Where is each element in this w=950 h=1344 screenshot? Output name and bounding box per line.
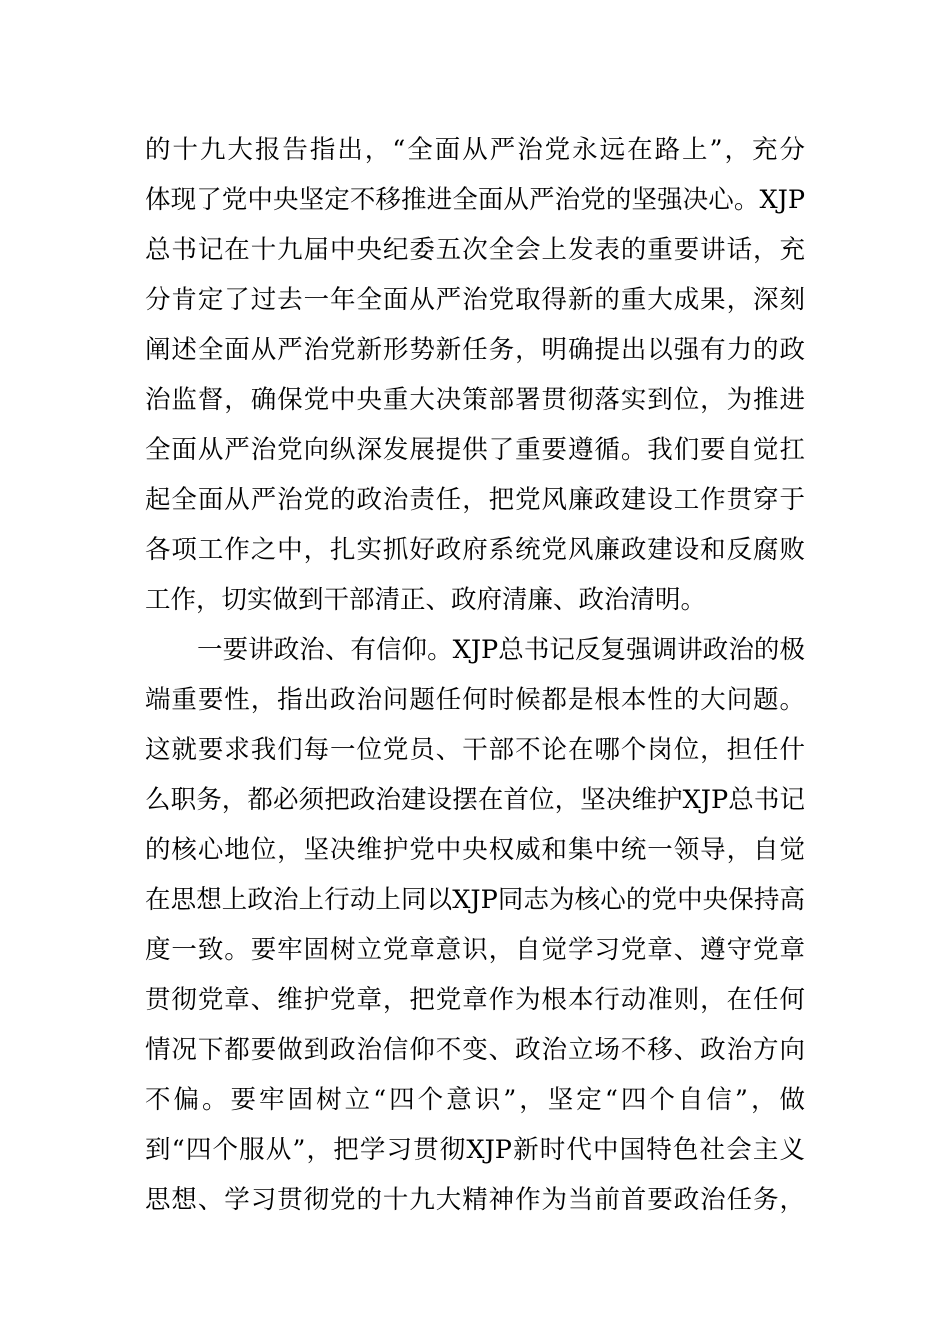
- text-line: 在思想上政治上行动上同以XJP同志为核心的党中央保持高: [145, 885, 805, 915]
- text-line: 情况下都要做到政治信仰不变、政治立场不移、政治方向: [145, 1035, 805, 1065]
- text-line: 贯彻党章、维护党章，把党章作为根本行动准则，在任何: [145, 985, 805, 1015]
- text-line: 治监督，确保党中央重大决策部署贯彻落实到位，为推进: [145, 385, 805, 415]
- text-line: 思想、学习贯彻党的十九大精神作为当前首要政治任务，: [145, 1185, 805, 1215]
- text-line: 么职务，都必须把政治建设摆在首位，坚决维护XJP总书记: [145, 785, 805, 815]
- text-line: 各项工作之中，扎实抓好政府系统党风廉政建设和反腐败: [145, 535, 805, 565]
- text-line: 度一致。要牢固树立党章意识，自觉学习党章、遵守党章: [145, 935, 805, 965]
- text-line: 的核心地位，坚决维护党中央权威和集中统一领导，自觉: [145, 835, 805, 865]
- text-line: 分肯定了过去一年全面从严治党取得新的重大成果，深刻: [145, 285, 805, 315]
- paragraph-first-line: 一要讲政治、有信仰。XJP总书记反复强调讲政治的极: [197, 635, 805, 665]
- text-line: 不偏。要牢固树立“四个意识”，坚定“四个自信”，做: [145, 1085, 805, 1115]
- text-line: 阐述全面从严治党新形势新任务，明确提出以强有力的政: [145, 335, 805, 365]
- text-line: 体现了党中央坚定不移推进全面从严治党的坚强决心。XJP: [145, 185, 805, 215]
- text-line: 到“四个服从”，把学习贯彻XJP新时代中国特色社会主义: [145, 1135, 805, 1165]
- text-line: 总书记在十九届中央纪委五次全会上发表的重要讲话，充: [145, 235, 805, 265]
- text-line: 全面从严治党向纵深发展提供了重要遵循。我们要自觉扛: [145, 435, 805, 465]
- text-line: 的十九大报告指出，“全面从严治党永远在路上”，充分: [145, 135, 805, 165]
- text-line: 端重要性，指出政治问题任何时候都是根本性的大问题。: [145, 685, 805, 715]
- text-line: 起全面从严治党的政治责任，把党风廉政建设工作贯穿于: [145, 485, 805, 515]
- text-line: 这就要求我们每一位党员、干部不论在哪个岗位，担任什: [145, 735, 805, 765]
- text-line: 工作，切实做到干部清正、政府清廉、政治清明。: [145, 585, 707, 615]
